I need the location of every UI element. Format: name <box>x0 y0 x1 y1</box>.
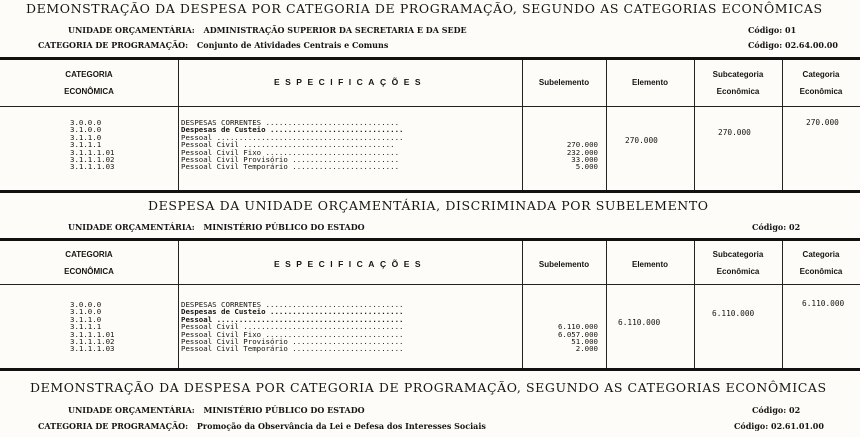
table-row: Pessoal Civil Fixo .............................. <box>181 147 400 157</box>
table1-specs <box>181 119 519 171</box>
unit-value: MINISTÉRIO PÚBLICO DO ESTADO <box>203 405 365 415</box>
table1-header-categoria-economica: CATEGORIA ECONÔMICA <box>64 70 114 96</box>
section1-category <box>38 40 388 50</box>
unit-label: UNIDADE ORÇAMENTÁRIA: <box>68 222 195 232</box>
category-label: CATEGORIA DE PROGRAMAÇÃO: <box>38 421 189 431</box>
table-row: 3.1.0.0 <box>70 307 102 317</box>
section1-unit <box>68 25 467 35</box>
table-cell <box>530 308 598 315</box>
table-row: 3.1.1.1.01 <box>70 147 115 157</box>
table2-subelemento-values <box>530 301 598 353</box>
table1-elemento-value: 270.000 <box>625 136 658 145</box>
table2-header-subelemento: Subelemento <box>538 260 590 269</box>
section2-unit <box>68 222 365 232</box>
table-cell: 6.110.000 <box>557 322 598 332</box>
table2-codes <box>70 301 115 353</box>
table1-bottom-rule <box>0 190 860 193</box>
table2-header-categoria: Categoria Econômica <box>799 250 843 276</box>
table1-header-rule <box>0 106 860 107</box>
table-row: Pessoal .......................................... <box>181 132 404 142</box>
table-row: 3.1.1.1 <box>70 140 102 150</box>
table2-subcategoria-value: 6.110.000 <box>712 309 755 318</box>
table-row: Despesas de Custeio .............................. <box>181 125 404 135</box>
table-cell: 51.000 <box>571 336 598 346</box>
table-row: Pessoal Civil Fixo ............................... <box>181 329 404 339</box>
table2-specs <box>181 301 519 353</box>
table-row: DESPESAS CORRENTES .............................. <box>181 119 400 127</box>
table-row: 3.1.1.1.03 <box>70 162 115 172</box>
unit-value: MINISTÉRIO PÚBLICO DO ESTADO <box>203 222 365 232</box>
unit-label: UNIDADE ORÇAMENTÁRIA: <box>68 405 195 415</box>
table2-categoria-value: 6.110.000 <box>802 299 845 308</box>
table1-header-especificacoes: ESPECIFICAÇÕES <box>273 77 427 87</box>
table2-elemento-value: 6.110.000 <box>618 318 661 327</box>
unit-value: ADMINISTRAÇÃO SUPERIOR DA SECRETARIA E DA SEDE <box>203 25 467 35</box>
table1-subcategoria-value: 270.000 <box>718 128 751 137</box>
table-row: Pessoal .......................................... <box>181 314 404 324</box>
section1-category-code: Código: 02.64.00.00 <box>748 40 838 50</box>
table-cell <box>530 119 598 126</box>
table-row: Pessoal Civil .................................. <box>181 140 395 150</box>
table-cell: 33.000 <box>571 154 598 164</box>
category-value: Promoção da Observância da Lei e Defesa dos Interesses Sociais <box>196 421 486 431</box>
section1-code: Código: 01 <box>748 25 797 35</box>
table1-top-rule <box>0 57 860 60</box>
category-value: Conjunto de Atividades Centrais e Comuns <box>196 40 389 50</box>
table1-header-subelemento: Subelemento <box>538 78 590 87</box>
table2-header-elemento: Elemento <box>631 260 668 269</box>
table2-bottom-rule <box>0 368 860 371</box>
table2-header-rule <box>0 284 860 285</box>
table-cell <box>530 126 598 133</box>
table-cell: 5.000 <box>575 162 598 172</box>
table-row: 3.1.0.0 <box>70 125 102 135</box>
table2-top-rule <box>0 238 860 241</box>
table-row: 3.1.1.1.03 <box>70 344 115 354</box>
table2-header-especificacoes: ESPECIFICAÇÕES <box>273 259 427 269</box>
table-row: Despesas de Custeio .............................. <box>181 307 404 317</box>
section3-title: DEMONSTRAÇÃO DA DESPESA POR CATEGORIA DE PROGRAMAÇÃO, SEGUNDO AS CATEGORIAS ECONÔMICAS <box>30 380 827 395</box>
table-row: Pessoal Civil Temporário ......................... <box>181 344 404 353</box>
table1-categoria-value: 270.000 <box>806 118 839 127</box>
table-row: Pessoal Civil Provisório ......................... <box>181 336 404 346</box>
table-cell <box>530 301 598 308</box>
table1-header-elemento: Elemento <box>631 78 668 87</box>
section1-title: DEMONSTRAÇÃO DA DESPESA POR CATEGORIA DE PROGRAMAÇÃO, SEGUNDO AS CATEGORIAS ECONÔMICAS <box>26 1 823 16</box>
table1-subelemento-values <box>530 119 598 171</box>
section2-title: DESPESA DA UNIDADE ORÇAMENTÁRIA, DISCRIMINADA POR SUBELEMENTO <box>148 198 709 213</box>
section3-category <box>38 421 486 431</box>
table-row: Pessoal Civil Temporário ........................ <box>181 162 400 171</box>
table2-header-subcategoria: Subcategoria Econômica <box>712 250 764 276</box>
table-cell: 232.000 <box>566 147 598 157</box>
table-row: 3.0.0.0 <box>70 300 102 309</box>
table-row: 3.1.1.0 <box>70 314 102 324</box>
table1-codes <box>70 119 115 171</box>
table-row: 3.1.1.1 <box>70 322 102 332</box>
table-row: 3.1.1.0 <box>70 132 102 142</box>
table-row: DESPESAS CORRENTES ............................... <box>181 301 404 309</box>
section3-category-code: Código: 02.61.01.00 <box>734 421 824 431</box>
table2-header-categoria-economica: CATEGORIA ECONÔMICA <box>64 250 114 276</box>
table-row: 3.1.1.1.01 <box>70 329 115 339</box>
section3-unit <box>68 405 365 415</box>
section2-code: Código: 02 <box>752 222 801 232</box>
category-label: CATEGORIA DE PROGRAMAÇÃO: <box>38 40 189 50</box>
table-row: Pessoal Civil .................................... <box>181 322 404 332</box>
table-cell: 270.000 <box>566 140 598 150</box>
table1-header-categoria: Categoria Econômica <box>799 70 843 96</box>
table1-header-subcategoria: Subcategoria Econômica <box>712 70 764 96</box>
table-cell: 6.057.000 <box>557 329 598 339</box>
table-row: 3.1.1.1.02 <box>70 154 115 164</box>
section3-code: Código: 02 <box>752 405 801 415</box>
table-cell: 2.000 <box>575 344 598 354</box>
table-row: 3.0.0.0 <box>70 118 102 127</box>
unit-label: UNIDADE ORÇAMENTÁRIA: <box>68 25 195 35</box>
table-row: 3.1.1.1.02 <box>70 336 115 346</box>
table-row: Pessoal Civil Provisório ........................ <box>181 154 400 164</box>
